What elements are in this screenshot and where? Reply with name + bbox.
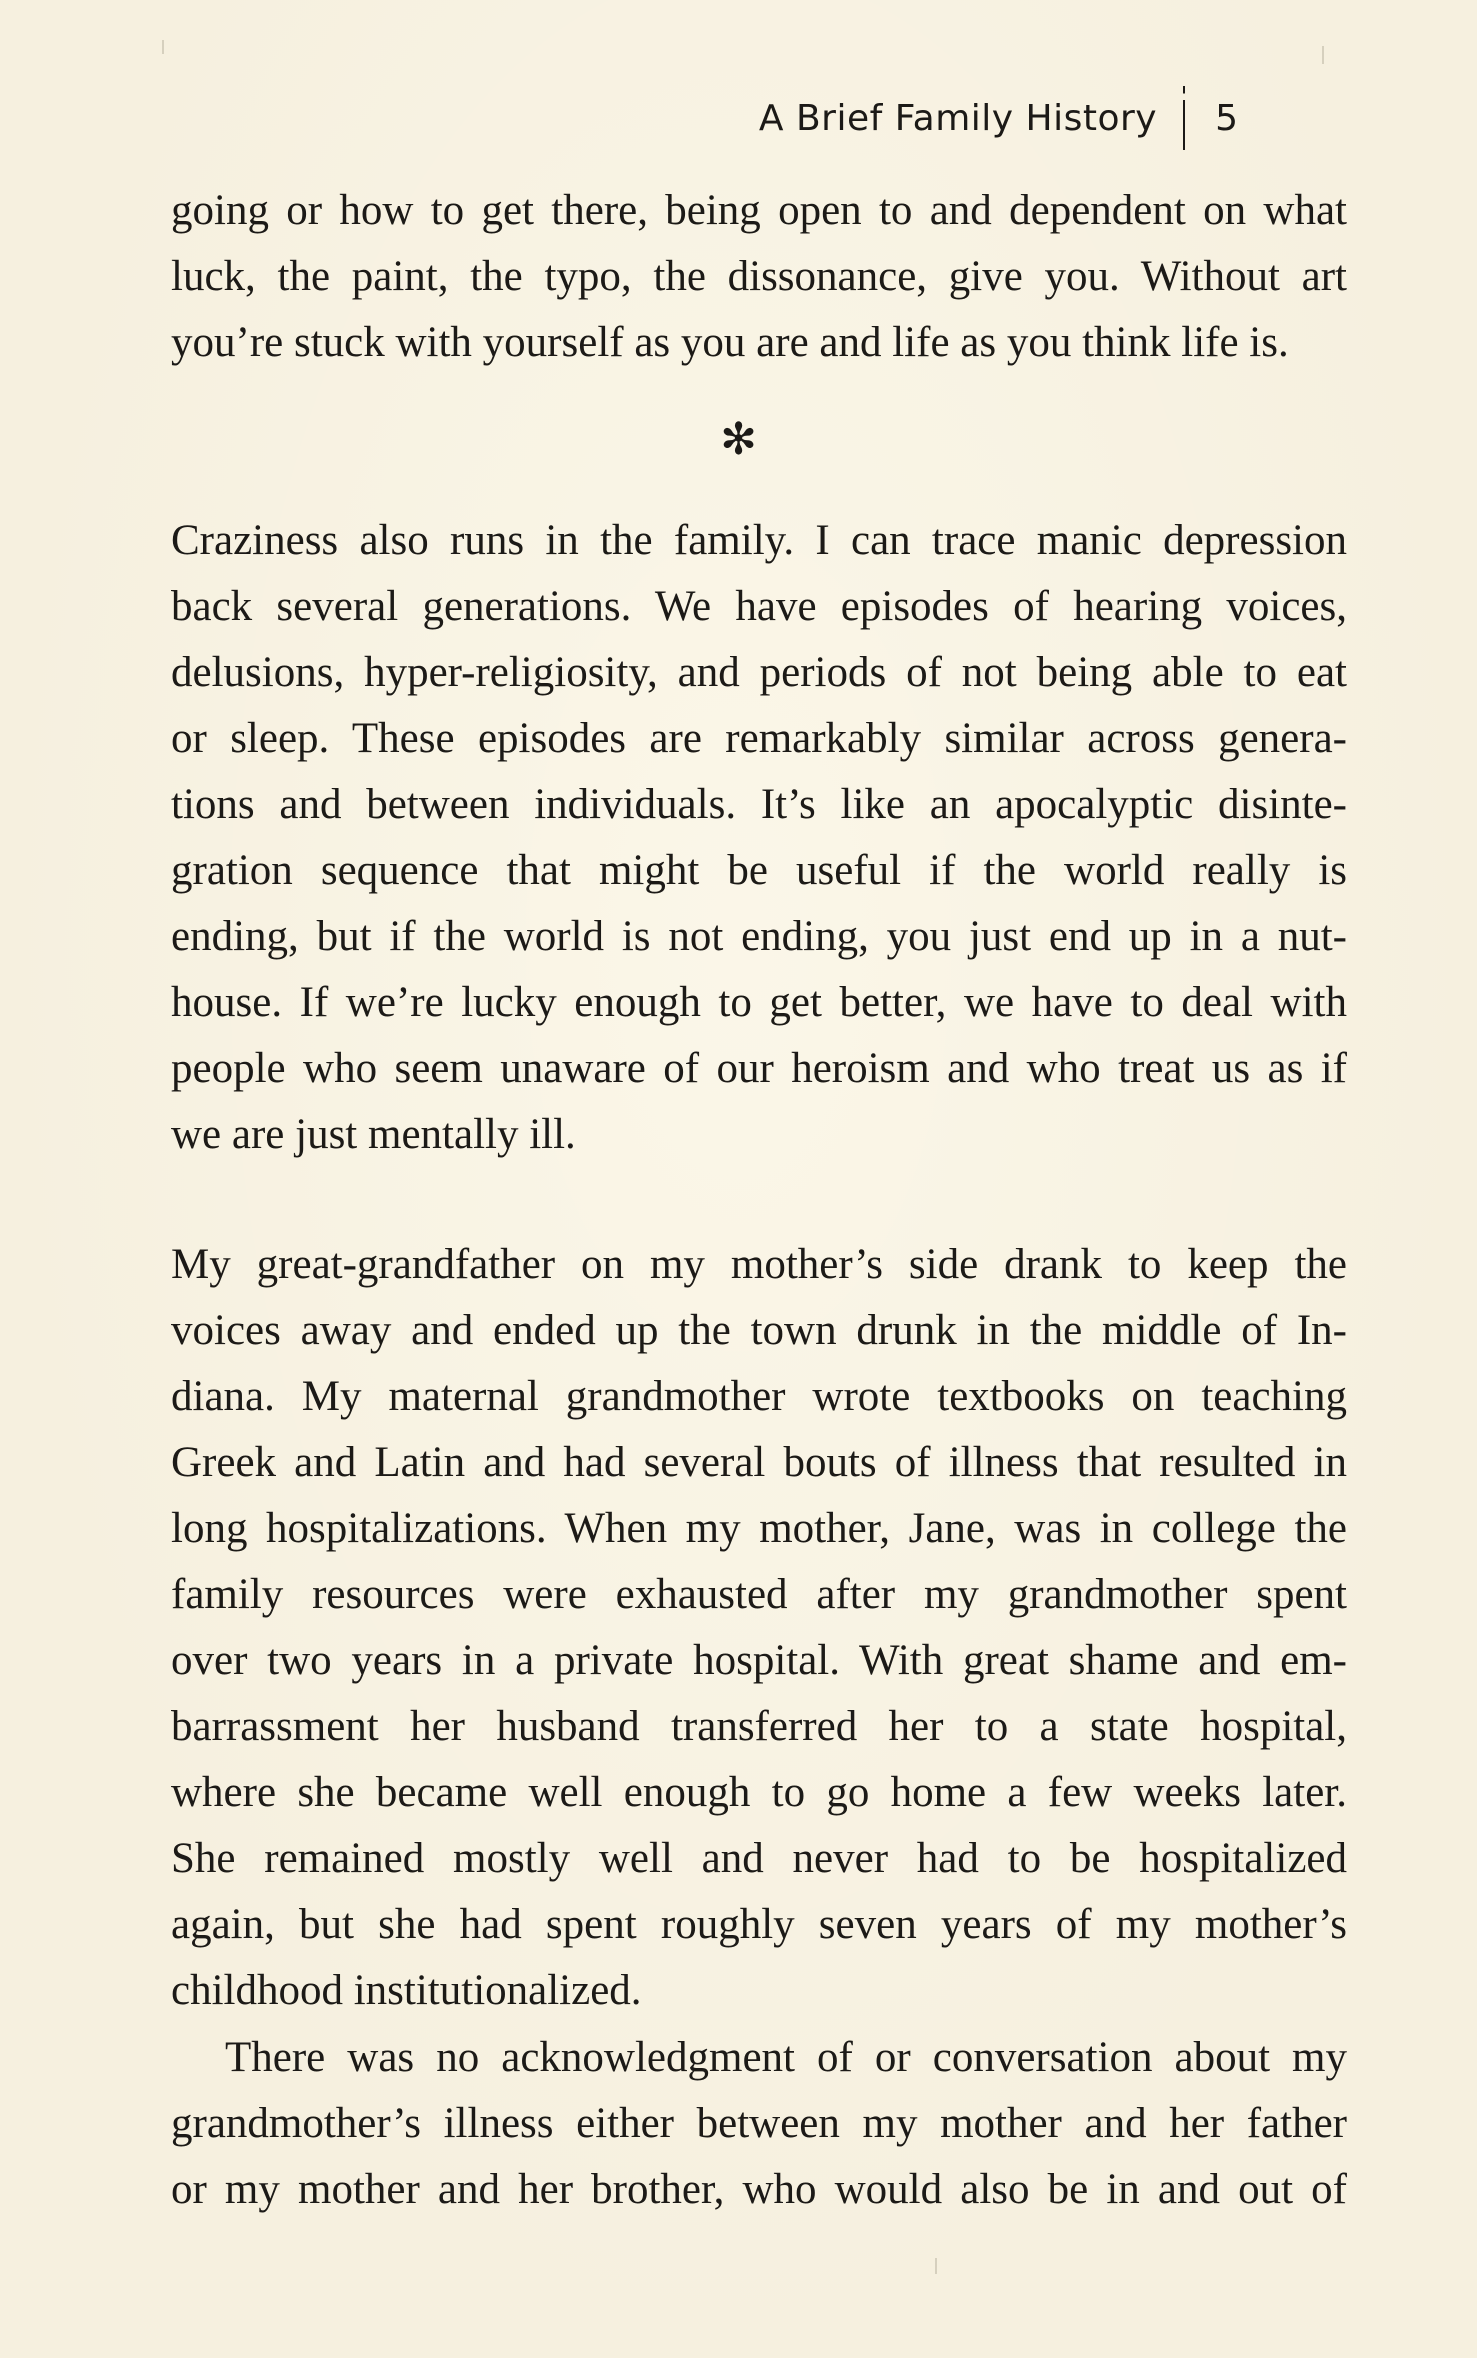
text-line: house. If we’re lucky enough to get better, we have to deal with: [171, 979, 1347, 1026]
page-number: 5: [1215, 97, 1238, 139]
text-line: people who seem unaware of our heroism and who treat us as if: [171, 1045, 1347, 1092]
text-line: or my mother and her brother, who would also be in and out of: [171, 2166, 1347, 2213]
paper-speck: [162, 40, 164, 54]
text-line: we are just mentally ill.: [171, 1111, 576, 1158]
paragraph-craziness: [171, 508, 1347, 1168]
running-head-title: A Brief Family History: [758, 97, 1158, 139]
text-line: back several generations. We have episodes of hearing voices,: [171, 583, 1347, 630]
paper-speck: [935, 2258, 937, 2274]
paragraph-continuation: [171, 178, 1347, 376]
text-line: Craziness also runs in the family. I can trace manic depression: [171, 517, 1347, 564]
text-line: where she became well enough to go home a few weeks later.: [171, 1769, 1347, 1816]
text-line: again, but she had spent roughly seven years of my mother’s: [171, 1901, 1347, 1948]
text-line: childhood institutionalized.: [171, 1967, 642, 2014]
text-line: tions and between individuals. It’s like an apocalyptic disinte-: [171, 781, 1347, 828]
text-line: voices away and ended up the town drunk in the middle of In-: [171, 1307, 1347, 1354]
running-head-separator: [1183, 86, 1185, 150]
running-head: [0, 88, 1238, 148]
text-line: ending, but if the world is not ending, you just end up in a nut-: [171, 913, 1347, 960]
text-line: There was no acknowledgment of or conversation about my: [225, 2034, 1347, 2081]
text-line: Greek and Latin and had several bouts of illness that resulted in: [171, 1439, 1347, 1486]
paragraph-great-grandfather: [171, 1232, 1347, 2024]
text-line: gration sequence that might be useful if the world really is: [171, 847, 1347, 894]
text-line: diana. My maternal grandmother wrote textbooks on teaching: [171, 1373, 1347, 1420]
text-line: She remained mostly well and never had to be hospitalized: [171, 1835, 1347, 1882]
text-line: barrassment her husband transferred her to a state hospital,: [171, 1703, 1347, 1750]
text-line: or sleep. These episodes are remarkably similar across genera-: [171, 715, 1347, 762]
paper-speck: [1322, 46, 1324, 64]
text-line: family resources were exhausted after my grandmother spent: [171, 1571, 1347, 1618]
text-line: luck, the paint, the typo, the dissonance, give you. Without art: [171, 253, 1347, 300]
asterisk-ornament-icon: ✻: [720, 414, 757, 465]
text-line: over two years in a private hospital. With great shame and em-: [171, 1637, 1347, 1684]
text-line: grandmother’s illness either between my mother and her father: [171, 2100, 1347, 2147]
text-line: delusions, hyper-religiosity, and periods of not being able to eat: [171, 649, 1347, 696]
text-line: going or how to get there, being open to and dependent on what: [171, 187, 1347, 234]
text-line: My great-grandfather on my mother’s side drank to keep the: [171, 1241, 1347, 1288]
text-line: you’re stuck with yourself as you are and life as you think life is.: [171, 319, 1289, 366]
paragraph-no-acknowledgment: [171, 2025, 1347, 2223]
text-line: long hospitalizations. When my mother, Jane, was in college the: [171, 1505, 1347, 1552]
